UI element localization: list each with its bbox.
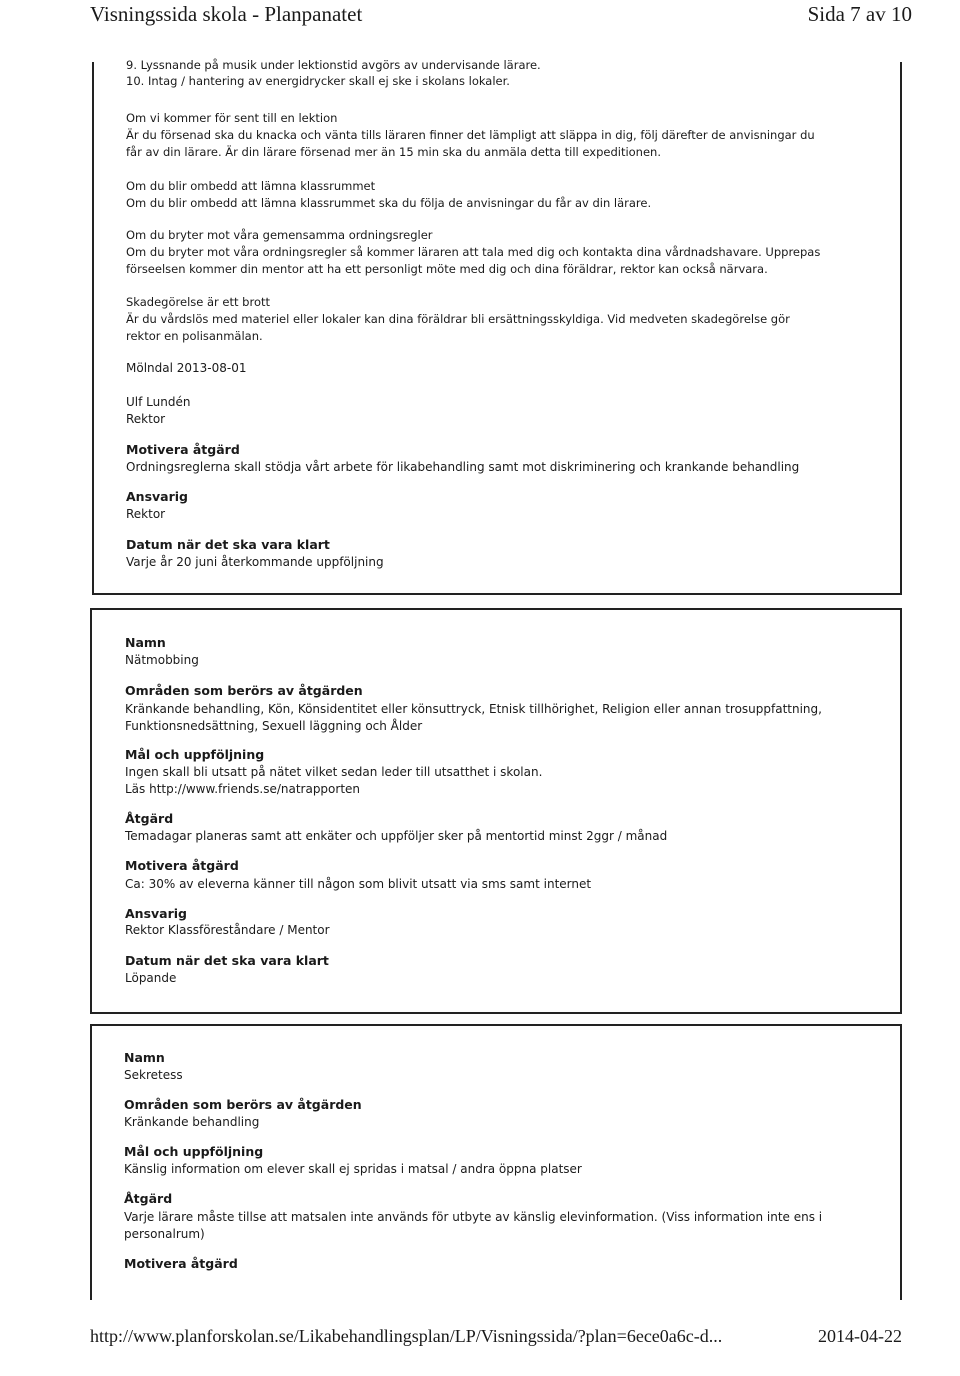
namn-value: Sekretess [124,1068,183,1082]
mal-text-1: Ingen skall bli utsatt på nätet vilket sedan leder till utsatthet i skolan. [125,765,543,779]
late-heading: Om vi kommer för sent till en lektion [126,111,338,125]
atgard-text-1: Varje lärare måste tillse att matsalen inte används för utbyte av känslig elevinformation. (Viss information inte ens i [124,1210,823,1224]
leave-heading: Om du blir ombedd att lämna klassrummet [126,179,376,193]
datum-value: Löpande [125,971,177,985]
ansvarig-label: Ansvarig [125,906,187,921]
datum-label: Datum när det ska vara klart [125,953,329,968]
omraden-label: Områden som berörs av åtgärden [125,683,363,698]
omraden-text-2: Funktionsnedsättning, Sexuell läggning och Ålder [125,719,423,733]
omraden-text-1: Kränkande behandling, Kön, Könsidentitet eller könsuttryck, Etnisk tillhörighet, Religion eller annan trosuppfattning, [125,702,822,716]
ansvarig-value: Rektor Klassföreståndare / Mentor [125,923,330,937]
footer-date: 2014-04-22 [818,1326,902,1346]
late-text-1: Är du försenad ska du knacka och vänta tills läraren finner det lämpligt att släppa in dig, följ därefter de anvisningar du [126,128,815,142]
leave-text: Om du blir ombedd att lämna klassrummet ska du följa de anvisningar du får av din lärare. [126,196,652,210]
motivera-label: Motivera åtgärd [126,442,240,457]
omraden-value: Kränkande behandling [124,1115,260,1129]
mal-text-2: Läs http://www.friends.se/natrapporten [125,782,361,796]
atgard-text-2: personalrum) [124,1227,205,1241]
motivera-label: Motivera åtgärd [125,858,239,873]
breach-heading: Om du bryter mot våra gemensamma ordningsregler [126,228,433,242]
datum-label: Datum när det ska vara klart [126,537,330,552]
motivera-value: Ca: 30% av eleverna känner till någon som blivit utsatt via sms samt internet [125,877,592,891]
rule-10: 10. Intag / hantering av energidrycker skall ej ske i skolans lokaler. [126,74,510,88]
signature-name: Ulf Lundén [126,395,191,409]
namn-value: Nätmobbing [125,653,199,667]
atgard-label: Åtgärd [125,811,174,826]
signature-place-date: Mölndal 2013-08-01 [126,361,247,375]
late-text-2: får av din lärare. Är din lärare försenad mer än 15 min ska du anmäla detta till expeditionen. [126,145,661,159]
motivera-value: Ordningsreglerna skall stödja vårt arbete för likabehandling samt mot diskriminering och krankande behandling [126,460,800,474]
footer-url: http://www.planforskolan.se/Likabehandlingsplan/LP/Visningssida/?plan=6ece0a6c-d... [90,1326,723,1346]
motivera-label: Motivera åtgärd [124,1256,238,1271]
datum-value: Varje år 20 juni återkommande uppföljning [126,555,384,569]
damage-text-1: Är du vårdslös med materiel eller lokaler kan dina föräldrar bli ersättningsskyldiga. Vid medveten skadegörelse gör [126,312,790,326]
namn-label: Namn [125,635,166,650]
mal-label: Mål och uppföljning [125,747,265,762]
omraden-label: Områden som berörs av åtgärden [124,1097,362,1112]
ansvarig-value: Rektor [126,507,166,521]
namn-label: Namn [124,1050,165,1065]
breach-text-2: förseelsen kommer din mentor att ha ett personligt möte med dig och dina föräldrar, rektor kan också närvara. [126,262,768,276]
page-number: Sida 7 av 10 [807,2,912,26]
signature-role: Rektor [126,412,166,426]
damage-heading: Skadegörelse är ett brott [126,295,270,309]
ansvarig-label: Ansvarig [126,489,188,504]
breach-text-1: Om du bryter mot våra ordningsregler så kommer läraren att tala med dig och kontakta dina vårdnadshavare. Upprepas [126,245,821,259]
atgard-value: Temadagar planeras samt att enkäter och uppföljer sker på mentortid minst 2ggr / månad [125,829,668,843]
atgard-label: Åtgärd [124,1191,173,1206]
mal-value: Känslig information om elever skall ej spridas i matsal / andra öppna platser [124,1162,582,1176]
mal-label: Mål och uppföljning [124,1144,264,1159]
rule-9: 9. Lyssnande på musik under lektionstid avgörs av undervisande lärare. [126,58,541,72]
damage-text-2: rektor en polisanmälan. [126,329,263,343]
page-header-title: Visningssida skola - Planpanatet [90,2,363,26]
